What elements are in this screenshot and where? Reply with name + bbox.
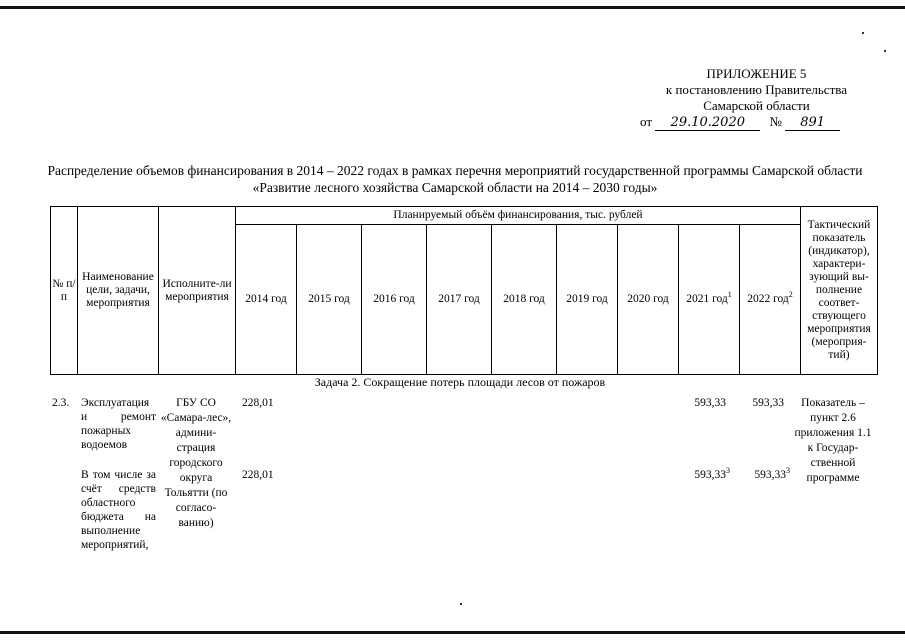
top-border-line xyxy=(0,6,905,9)
subrow-value-2022 xyxy=(734,468,790,482)
header-year-label: 2019 год xyxy=(566,293,608,305)
document-title: Распределение объемов финансирования в 2014 – 2022 годах в рамках перечня мероприятий государственной программы Самарской области «Развитие лесного хозяйства Самарской области на 2014 – 2030 годы» xyxy=(47,163,863,195)
header-year-8 xyxy=(679,225,740,375)
appendix-line-2: Самарской области xyxy=(703,98,810,113)
appendix-block xyxy=(666,66,847,114)
header-num: № п/п xyxy=(51,207,78,375)
appendix-line-1: к постановлению Правительства xyxy=(665,82,847,97)
date-prefix: от xyxy=(640,114,653,129)
header-year-note: 2 xyxy=(788,290,793,300)
row-executor: ГБУ СО «Самара-лес», админи-страция городского округа Тольятти (по согласо-ванию) xyxy=(160,397,232,529)
decree-date-number xyxy=(640,114,840,131)
header-year-label: 2018 год xyxy=(503,293,545,305)
subrow-value-2021-amount: 593,33 xyxy=(694,469,726,481)
header-year-2 xyxy=(297,225,362,375)
header-year-9 xyxy=(740,225,801,375)
header-year-7 xyxy=(618,225,679,375)
header-year-label: 2016 год xyxy=(373,293,415,305)
header-year-4 xyxy=(427,225,492,375)
header-year-label: 2022 год xyxy=(747,293,789,305)
header-year-5 xyxy=(492,225,557,375)
financing-table-header xyxy=(50,206,878,375)
row-num: 2.3. xyxy=(52,397,70,409)
header-year-label: 2015 год xyxy=(308,293,350,305)
header-executor: Исполните-ли мероприятия xyxy=(159,207,236,375)
header-indicator: Тактический показатель (индикатор), характери-зующий вы-полнение соответ-ствующего мероприятия (мероприя-тий) xyxy=(801,207,878,375)
header-name: Наименование цели, задачи, мероприятия xyxy=(78,207,159,375)
header-year-label: 2020 год xyxy=(627,293,669,305)
speck-mark xyxy=(460,603,462,605)
row-name: Эксплуатация и ремонт пожарных водоемов xyxy=(81,397,156,451)
row-value-2021: 593,33 xyxy=(694,397,726,409)
header-year-3 xyxy=(362,225,427,375)
subrow-value-2022-note: 3 xyxy=(786,466,790,476)
header-year-note: 1 xyxy=(727,290,732,300)
header-year-6 xyxy=(557,225,618,375)
row-value-2022: 593,33 xyxy=(752,397,784,409)
subrow-value-2014: 228,01 xyxy=(242,469,274,481)
decree-date: 29.10.2020 xyxy=(655,115,760,131)
subrow-value-2022-amount: 593,33 xyxy=(754,469,786,481)
subrow-value-2021 xyxy=(674,468,730,482)
header-year-label: 2021 год xyxy=(686,293,728,305)
header-year-label: 2017 год xyxy=(438,293,480,305)
appendix-number: ПРИЛОЖЕНИЕ 5 xyxy=(706,66,807,81)
header-planned: Планируемый объём финансирования, тыс. рублей xyxy=(236,207,801,225)
header-year-label: 2014 год xyxy=(245,293,287,305)
row-indicator: Показатель – пункт 2.6 приложения 1.1 к Государ-ственной программе xyxy=(794,397,872,484)
decree-number: 891 xyxy=(785,115,840,131)
speck-mark xyxy=(884,50,886,52)
row-value-2014: 228,01 xyxy=(242,397,274,409)
header-year-1 xyxy=(236,225,297,375)
task-heading: Задача 2. Сокращение потерь площади лесов от пожаров xyxy=(314,375,606,389)
number-prefix: № xyxy=(769,114,782,129)
bottom-border-line xyxy=(0,631,905,634)
speck-mark xyxy=(862,32,864,34)
subrow-value-2021-note: 3 xyxy=(726,466,730,476)
subrow-name: В том числе за счёт средств областного бюджета на выполнение мероприятий, xyxy=(81,469,156,551)
